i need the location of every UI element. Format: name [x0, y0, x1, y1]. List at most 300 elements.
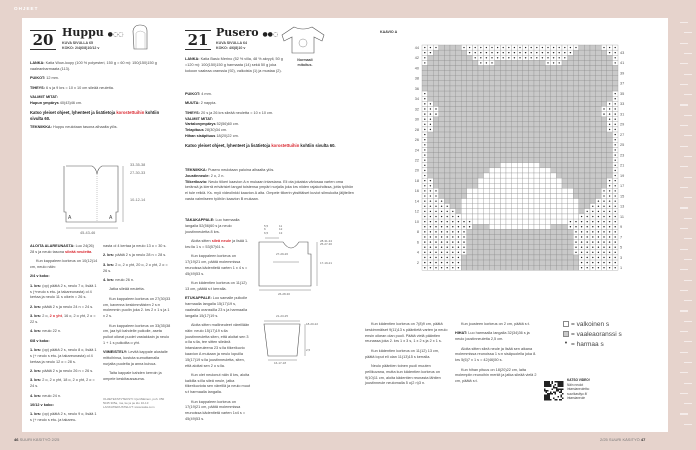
chart-cell-white: [506, 209, 512, 214]
stitch-dot: [447, 231, 448, 232]
chart-cell-grey: [506, 117, 512, 122]
stitch-dot: [615, 180, 616, 181]
stitch-dot: [592, 211, 593, 212]
chart-cell-grey: [484, 137, 490, 142]
stitch-dot: [424, 190, 425, 191]
chart-cell-grey: [573, 81, 579, 86]
chart-cell-grey: [551, 65, 557, 70]
chart-cell-grey: [590, 188, 596, 193]
chart-cell-grey: [456, 158, 462, 163]
margin-tab-mark: [684, 218, 692, 219]
chart-cell-white: [489, 219, 495, 224]
stitch-dot: [609, 216, 610, 217]
chart-cell-white: [528, 219, 534, 224]
stitch-dot: [447, 267, 448, 268]
chart-cell-white: [517, 224, 523, 229]
margin-tab-mark: [680, 269, 688, 270]
stitch-dot: [458, 226, 459, 227]
chart-cell-grey: [601, 127, 607, 132]
stitch-dot: [547, 57, 548, 58]
credits: OHJETEKSTI/TEKSTI: Irja Mäkinen, puh. 050 5045 305a, ma, ke ja pe klo 10-13 LANKATIEDUSTELUT: www.katia.com: [103, 397, 165, 410]
chart-cell-white: [528, 188, 534, 193]
stitch-dot: [598, 206, 599, 207]
chart-cell-white: [534, 219, 540, 224]
stitch-dot: [609, 206, 610, 207]
chart-cell-grey: [517, 245, 523, 250]
chart-cell-grey: [590, 163, 596, 168]
stitch-dot: [458, 241, 459, 242]
instruction-paragraph: 6/8 v koko:: [30, 338, 50, 343]
chart-cell-grey: [545, 153, 551, 158]
chart-cell-grey: [456, 91, 462, 96]
chart-cell-white: [484, 193, 490, 198]
margin-tab-mark: [684, 362, 692, 363]
chart-cell-white: [562, 209, 568, 214]
chart-cell-grey: [596, 163, 602, 168]
chart-cell-grey: [512, 96, 518, 101]
chart-cell-grey: [433, 153, 439, 158]
chart-cell-grey: [523, 60, 529, 65]
chart-cell-grey: [461, 147, 467, 152]
stitch-dot: [452, 262, 453, 263]
row-label: 7: [620, 235, 623, 240]
stitch-dot: [592, 247, 593, 248]
chart-cell-white: [500, 183, 506, 188]
chart-cell-white: [489, 204, 495, 209]
chart-cell-grey: [528, 260, 534, 265]
chart-cell-grey: [484, 91, 490, 96]
chart-cell-grey: [484, 250, 490, 255]
chart-cell-grey: [568, 234, 574, 239]
chart-cell-grey: [439, 55, 445, 60]
chart-cell-grey: [540, 255, 546, 260]
chart-cell-grey: [450, 188, 456, 193]
chart-cell-grey: [551, 117, 557, 122]
chart-cell-grey: [584, 204, 590, 209]
stitch-dot: [430, 257, 431, 258]
stitch-dot: [598, 211, 599, 212]
stitch-dot: [424, 231, 425, 232]
chart-cell-grey: [450, 76, 456, 81]
instruction-paragraph: Kun kappaleen korkeus on 10(12)14 cm, neulo näin:: [30, 259, 98, 269]
dim-labels: 5,5 6 6,5: [264, 224, 269, 235]
chart-title: KAAVIO A: [380, 30, 398, 34]
chart-cell-grey: [444, 76, 450, 81]
stitch-dot: [430, 206, 431, 207]
chart-cell-grey: [556, 65, 562, 70]
chart-cell-grey: [523, 132, 529, 137]
chart-cell-grey: [439, 112, 445, 117]
instruction-paragraph: 1. krs: (op) päätä 2 s, neulo 8 o, lisää 1 s (+ neulo s etu- ja takareunasta) ol 4 kertaa ja neulo 12 o = 28 s.: [30, 348, 97, 364]
chart-cell-grey: [534, 132, 540, 137]
chart-cell-grey: [540, 142, 546, 147]
row-label: 9: [620, 225, 623, 230]
chart-cell-grey: [472, 132, 478, 137]
chart-cell-grey: [562, 173, 568, 178]
chart-cell-grey: [444, 71, 450, 76]
chart-cell-grey: [439, 60, 445, 65]
chart-cell-grey: [489, 76, 495, 81]
chart-cell-grey: [467, 137, 473, 142]
stitch-dot: [603, 200, 604, 201]
chart-cell-grey: [596, 50, 602, 55]
chart-cell-grey: [489, 265, 495, 270]
chart-cell-white: [551, 209, 557, 214]
qr-code-icon[interactable]: [544, 378, 564, 404]
chart-cell-grey: [556, 153, 562, 158]
chart-cell-grey: [596, 127, 602, 132]
stitch-dot: [592, 231, 593, 232]
chart-cell-grey: [478, 265, 484, 270]
chart-cell-grey: [461, 86, 467, 91]
chart-cell-grey: [478, 255, 484, 260]
chart-cell-grey: [444, 137, 450, 142]
chart-cell-grey: [500, 132, 506, 137]
chart-cell-grey: [422, 65, 428, 70]
chart-cell-white: [556, 193, 562, 198]
stitch-dot: [570, 226, 571, 227]
stitch-dot: [497, 47, 498, 48]
instruction-paragraph: Kun kädentien korkeus on 11(12) 13 cm, päätä loput eli olan 11(13)15 s kerralla.: [365, 348, 440, 359]
chart-cell-grey: [528, 127, 534, 132]
chart-cell-grey: [556, 250, 562, 255]
stitch-dot: [609, 103, 610, 104]
chart-cell-grey: [495, 158, 501, 163]
chart-cell-grey: [528, 255, 534, 260]
instruction-paragraph: Kun kädentien korkeus on 7(8)9 cm, päätä keskimmäiset 9(11)13 s pääntietä varten ja neulo ensin oikean olan puoli. Päätä vielä pääntien reunassa joka 2. krs 1 x 3 s, 1 x 2 s ja 2 x 1 s.: [365, 322, 448, 344]
chart-cell-grey: [433, 60, 439, 65]
instruction-paragraph: TAKAKAPPALE: Luo harmaalla langalla 52(56)60 s ja neulo joustinneuletta 8 krs.: [185, 218, 240, 234]
chart-cell-grey: [607, 173, 613, 178]
chart-cell-grey: [556, 81, 562, 86]
stitch-dot: [441, 267, 442, 268]
stitch-dot: [592, 252, 593, 253]
chart-cell-grey: [540, 117, 546, 122]
stitch-dot: [603, 216, 604, 217]
chart-cell-grey: [528, 240, 534, 245]
chart-cell-grey: [517, 137, 523, 142]
chart-cell-grey: [495, 132, 501, 137]
chart-cell-grey: [596, 91, 602, 96]
stitch-dot: [424, 206, 425, 207]
margin-tab-mark: [680, 372, 688, 373]
chart-cell-grey: [562, 158, 568, 163]
chart-cell-grey: [489, 127, 495, 132]
stitch-dot: [525, 57, 526, 58]
pattern-header: [216, 27, 278, 51]
chart-cell-grey: [523, 147, 529, 152]
chart-cell-grey: [568, 127, 574, 132]
stitch-dot: [615, 170, 616, 171]
chart-cell-grey: [528, 147, 534, 152]
chart-cell-grey: [467, 260, 473, 265]
chart-cell-grey: [467, 245, 473, 250]
chart-cell-white: [517, 163, 523, 168]
instruction-paragraph: Kun kappaleen korkeus on 33(35)38 cm, jaa työ kahdelle puikolle, aseta puikot oikeat puolet vastakkain ja neulo 1 + 1 s puikoilta o yht.: [103, 323, 171, 345]
chart-cell-white: [484, 204, 490, 209]
chart-cell-white: [517, 183, 523, 188]
chart-cell-grey: [568, 147, 574, 152]
chart-cell-grey: [601, 55, 607, 60]
margin-tab-mark: [680, 249, 688, 250]
chart-cell-grey: [484, 158, 490, 163]
chart-cell-white: [489, 193, 495, 198]
chart-cell-white: [551, 214, 557, 219]
stitch-dot: [491, 62, 492, 63]
chart-cell-grey: [461, 81, 467, 86]
chart-cell-grey: [551, 168, 557, 173]
chart-cell-grey: [433, 183, 439, 188]
chart-cell-grey: [556, 147, 562, 152]
chart-cell-grey: [562, 142, 568, 147]
chart-cell-grey: [472, 117, 478, 122]
chart-cell-grey: [579, 173, 585, 178]
chart-cell-grey: [489, 229, 495, 234]
stitch-dot: [435, 200, 436, 201]
instruction-paragraph: Kun kädentien korkeus on 11(12) 13 cm, päätä s:t kerralla.: [185, 280, 247, 291]
chart-cell-white: [556, 219, 562, 224]
chart-cell-white: [506, 183, 512, 188]
stitch-dot: [615, 195, 616, 196]
chart-cell-grey: [545, 81, 551, 86]
chart-cell-white: [540, 183, 546, 188]
stitch-dot: [458, 216, 459, 217]
instruction-paragraph: nasta ol 4 kertaa ja neulo 13 o = 30 s.: [103, 244, 167, 248]
chart-cell-grey: [579, 163, 585, 168]
chart-cell-grey: [495, 240, 501, 245]
chart-cell-grey: [551, 260, 557, 265]
chart-cell-grey: [540, 86, 546, 91]
chart-cell-grey: [601, 91, 607, 96]
chart-cell-grey: [562, 91, 568, 96]
stitch-dot: [615, 154, 616, 155]
stitch-dot: [615, 221, 616, 222]
chart-cell-grey: [517, 158, 523, 163]
stitch-dot: [435, 221, 436, 222]
chart-cell-white: [512, 224, 518, 229]
chart-cell-grey: [562, 265, 568, 270]
chart-cell-grey: [478, 173, 484, 178]
chart-cell-grey: [590, 45, 596, 50]
chart-cell-grey: [568, 96, 574, 101]
stitch-dot: [480, 47, 481, 48]
chart-cell-grey: [512, 76, 518, 81]
chart-cell-grey: [456, 50, 462, 55]
stitch-dot: [575, 247, 576, 248]
chart-cell-grey: [534, 265, 540, 270]
chart-cell-grey: [444, 183, 450, 188]
row-label: 35: [620, 91, 625, 96]
chart-cell-grey: [579, 142, 585, 147]
stitch-dot: [503, 52, 504, 53]
chart-cell-grey: [433, 158, 439, 163]
stitch-dot: [587, 211, 588, 212]
stitch-dot: [435, 247, 436, 248]
chart-cell-grey: [545, 91, 551, 96]
photo-ref: KUVA SIVULLA 64: [216, 41, 248, 45]
chart-cell-grey: [568, 158, 574, 163]
dim-label: 18-20-22: [306, 322, 319, 326]
stitch-dot: [536, 47, 537, 48]
chart-cell-grey: [584, 65, 590, 70]
chart-cell-grey: [523, 260, 529, 265]
chart-cell-grey: [568, 86, 574, 91]
chart-cell-grey: [517, 260, 523, 265]
chart-cell-white: [500, 193, 506, 198]
chart-cell-grey: [467, 240, 473, 245]
chart-cell-grey: [573, 142, 579, 147]
chart-cell-grey: [568, 265, 574, 270]
chart-cell-grey: [573, 86, 579, 91]
chart-cell-grey: [472, 112, 478, 117]
chart-cell-grey: [573, 50, 579, 55]
chart-cell-grey: [568, 173, 574, 178]
chart-cell-grey: [590, 71, 596, 76]
stitch-dot: [559, 57, 560, 58]
chart-cell-grey: [456, 101, 462, 106]
chart-cell-grey: [579, 178, 585, 183]
stitch-dot: [581, 257, 582, 258]
chart-cell-grey: [467, 250, 473, 255]
chart-cell-grey: [573, 96, 579, 101]
stitch-dot: [424, 57, 425, 58]
chart-cell-grey: [489, 81, 495, 86]
chart-cell-grey: [456, 183, 462, 188]
stitch-dot: [447, 247, 448, 248]
chart-cell-grey: [534, 142, 540, 147]
chart-cell-grey: [568, 132, 574, 137]
chart-cell-grey: [444, 158, 450, 163]
stitch-dot: [430, 129, 431, 130]
pusero-instructions-col1: [185, 218, 251, 426]
margin-tab-mark: [680, 290, 688, 291]
chart-cell-grey: [484, 245, 490, 250]
dim-label: 45-43-46: [80, 231, 96, 235]
chart-cell-grey: [556, 117, 562, 122]
chart-cell-grey: [484, 76, 490, 81]
chart-cell-white: [528, 168, 534, 173]
chart-cell-grey: [461, 106, 467, 111]
chart-cell-grey: [528, 81, 534, 86]
chart-cell-grey: [506, 265, 512, 270]
chart-cell-grey: [528, 250, 534, 255]
chart-cell-grey: [556, 122, 562, 127]
chart-cell-grey: [500, 76, 506, 81]
stitch-dot: [615, 144, 616, 145]
chart-cell-grey: [545, 137, 551, 142]
chart-cell-grey: [545, 65, 551, 70]
stitch-dot: [463, 221, 464, 222]
chart-cell-grey: [568, 183, 574, 188]
chart-cell-grey: [456, 178, 462, 183]
chart-cell-grey: [590, 127, 596, 132]
stitch-dot: [452, 211, 453, 212]
chart-cell-grey: [467, 96, 473, 101]
chart-cell-grey: [472, 173, 478, 178]
chart-cell-grey: [467, 81, 473, 86]
chart-cell-grey: [590, 50, 596, 55]
chart-cell-grey: [590, 199, 596, 204]
chart-cell-grey: [428, 60, 434, 65]
chart-cell-white: [540, 209, 546, 214]
instruction-paragraph: 10/12 v koko:: [30, 403, 54, 408]
chart-cell-grey: [584, 147, 590, 152]
row-label: 31: [620, 112, 625, 117]
stitch-dot: [463, 236, 464, 237]
chart-cell-grey: [456, 193, 462, 198]
chart-cell-white: [517, 214, 523, 219]
chart-cell-grey: [523, 245, 529, 250]
chart-cell-grey: [596, 147, 602, 152]
instruction-paragraph: Aloita sitten sileä neule ja lisää 1. krs:lla 1 s = 53(57)61 s.: [185, 238, 249, 249]
stitch-dot: [542, 52, 543, 53]
chart-cell-grey: [584, 81, 590, 86]
stitch-dot: [430, 200, 431, 201]
chart-cell-grey: [601, 132, 607, 137]
chart-cell-white: [517, 209, 523, 214]
dim-label: 21-23-25: [276, 314, 289, 318]
chart-cell-grey: [506, 60, 512, 65]
chart-cell-grey: [506, 65, 512, 70]
stitch-dot: [430, 252, 431, 253]
chart-cell-grey: [461, 142, 467, 147]
stitch-dot: [435, 190, 436, 191]
chart-cell-grey: [456, 173, 462, 178]
chart-cell-grey: [528, 76, 534, 81]
stitch-dot: [491, 52, 492, 53]
chart-cell-white: [540, 193, 546, 198]
chart-cell-grey: [568, 91, 574, 96]
chart-cell-grey: [562, 234, 568, 239]
chart-cell-grey: [495, 65, 501, 70]
margin-tab-mark: [684, 403, 692, 404]
chart-cell-grey: [534, 86, 540, 91]
chart-cell-grey: [512, 250, 518, 255]
chart-cell-grey: [444, 101, 450, 106]
chart-cell-grey: [540, 147, 546, 152]
chart-cell-white: [512, 219, 518, 224]
chart-cell-grey: [439, 193, 445, 198]
chart-cell-grey: [444, 168, 450, 173]
chart-cell-grey: [579, 76, 585, 81]
row-label: 15: [620, 194, 625, 199]
chart-cell-grey: [478, 234, 484, 239]
chart-cell-grey: [478, 132, 484, 137]
stitch-dot: [587, 247, 588, 248]
chart-cell-grey: [450, 163, 456, 168]
chart-cell-grey: [484, 260, 490, 265]
chart-cell-white: [512, 199, 518, 204]
chart-cell-grey: [584, 142, 590, 147]
stitch-dot: [609, 231, 610, 232]
row-label: 21: [620, 163, 625, 168]
chart-cell-grey: [428, 76, 434, 81]
stitch-dot: [424, 267, 425, 268]
chart-cell-grey: [562, 81, 568, 86]
chart-cell-grey: [444, 199, 450, 204]
chart-cell-white: [484, 188, 490, 193]
chart-cell-grey: [540, 234, 546, 239]
chart-cell-grey: [450, 96, 456, 101]
margin-tab-mark: [684, 341, 692, 342]
stitch-dot: [514, 47, 515, 48]
chart-cell-grey: [528, 106, 534, 111]
chart-cell-grey: [601, 168, 607, 173]
chart-cell-grey: [506, 127, 512, 132]
chart-cell-white: [484, 183, 490, 188]
dim-label: 26-28-30: [278, 292, 291, 296]
stitch-dot: [531, 47, 532, 48]
